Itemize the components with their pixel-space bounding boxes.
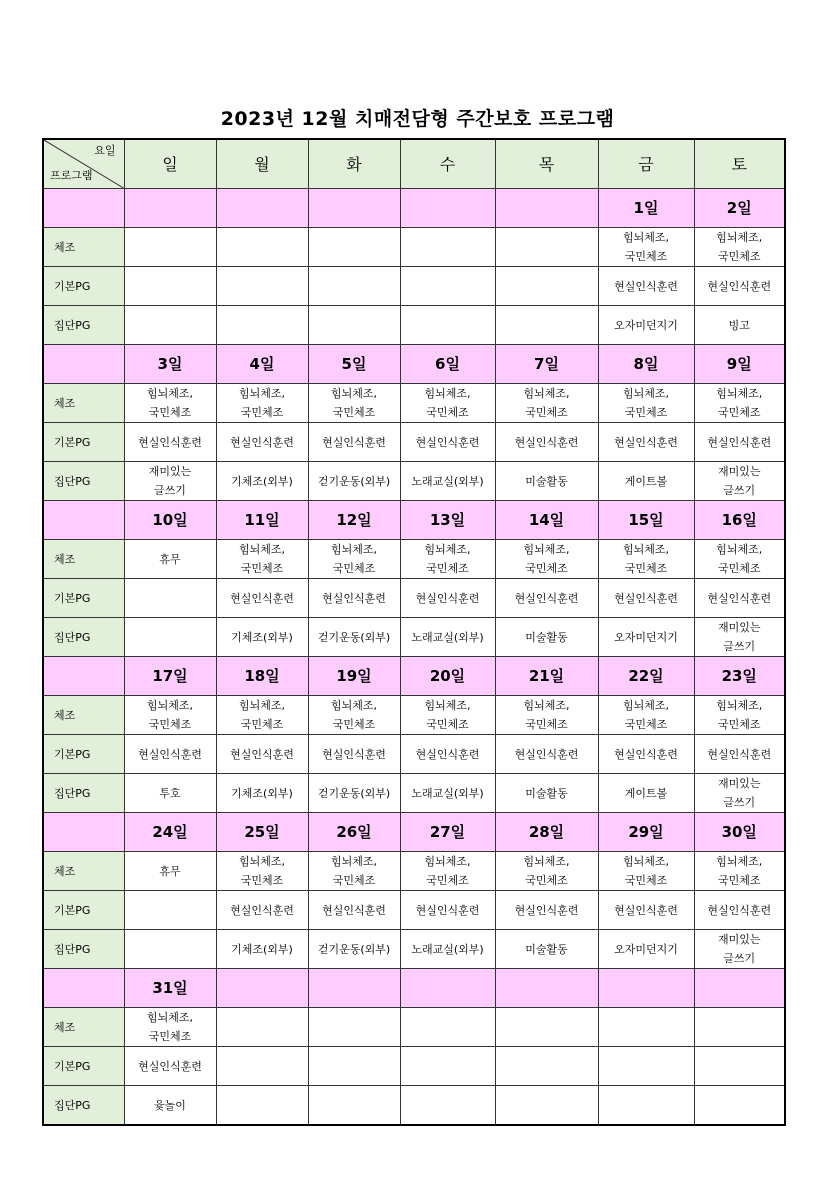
program-cell: 현실인식훈련	[400, 423, 495, 462]
program-cell	[495, 267, 598, 306]
program-cell: 힘뇌체조, 국민체조	[400, 696, 495, 735]
program-cell: 현실인식훈련	[694, 579, 785, 618]
program-cell	[216, 306, 308, 345]
date-cell	[400, 969, 495, 1008]
program-cell: 힘뇌체조, 국민체조	[694, 540, 785, 579]
row-label: 체조	[43, 384, 124, 423]
row-label: 기본PG	[43, 423, 124, 462]
program-cell: 힘뇌체조, 국민체조	[308, 696, 400, 735]
row-label: 집단PG	[43, 618, 124, 657]
program-cell: 현실인식훈련	[308, 735, 400, 774]
program-cell: 힘뇌체조, 국민체조	[308, 540, 400, 579]
program-cell	[495, 1086, 598, 1126]
program-cell: 현실인식훈련	[694, 423, 785, 462]
program-cell: 미술활동	[495, 462, 598, 501]
program-cell	[124, 579, 216, 618]
program-cell: 기체조(외부)	[216, 462, 308, 501]
date-cell: 27일	[400, 813, 495, 852]
program-cell	[495, 1047, 598, 1086]
day-header: 수	[400, 139, 495, 189]
day-header: 목	[495, 139, 598, 189]
program-cell: 힘뇌체조, 국민체조	[216, 696, 308, 735]
date-row	[43, 969, 785, 1008]
program-cell: 현실인식훈련	[308, 423, 400, 462]
date-cell	[694, 969, 785, 1008]
program-cell: 현실인식훈련	[694, 267, 785, 306]
program-cell	[495, 228, 598, 267]
date-cell	[216, 189, 308, 228]
program-cell	[495, 1008, 598, 1047]
program-cell: 힘뇌체조, 국민체조	[216, 384, 308, 423]
program-cell	[694, 1008, 785, 1047]
program-cell	[400, 228, 495, 267]
row-label: 집단PG	[43, 1086, 124, 1126]
group-pg-row	[43, 774, 785, 813]
program-cell	[400, 1047, 495, 1086]
program-cell: 힘뇌체조, 국민체조	[400, 384, 495, 423]
program-cell: 힘뇌체조, 국민체조	[694, 228, 785, 267]
exercise-row	[43, 1008, 785, 1047]
exercise-row	[43, 696, 785, 735]
date-cell: 30일	[694, 813, 785, 852]
program-cell: 현실인식훈련	[124, 423, 216, 462]
program-cell: 힘뇌체조, 국민체조	[694, 696, 785, 735]
program-cell: 재미있는 글쓰기	[694, 462, 785, 501]
program-cell: 기체조(외부)	[216, 774, 308, 813]
program-cell: 현실인식훈련	[598, 891, 694, 930]
corner-program-label: 프로그램	[50, 169, 93, 182]
program-cell: 힘뇌체조, 국민체조	[308, 852, 400, 891]
program-cell: 오자미던지기	[598, 930, 694, 969]
date-cell: 9일	[694, 345, 785, 384]
program-cell: 현실인식훈련	[598, 423, 694, 462]
program-cell	[124, 618, 216, 657]
program-cell: 걷기운동(외부)	[308, 774, 400, 813]
date-cell: 10일	[124, 501, 216, 540]
program-cell: 힘뇌체조, 국민체조	[495, 852, 598, 891]
row-label: 기본PG	[43, 267, 124, 306]
date-cell	[216, 969, 308, 1008]
day-header: 토	[694, 139, 785, 189]
program-cell: 힘뇌체조, 국민체조	[495, 540, 598, 579]
program-cell: 현실인식훈련	[216, 423, 308, 462]
exercise-row	[43, 384, 785, 423]
program-cell: 힘뇌체조, 국민체조	[598, 384, 694, 423]
date-cell: 4일	[216, 345, 308, 384]
date-cell: 31일	[124, 969, 216, 1008]
day-header: 월	[216, 139, 308, 189]
schedule-table	[42, 138, 786, 1126]
program-cell: 힘뇌체조, 국민체조	[598, 540, 694, 579]
program-cell: 재미있는 글쓰기	[124, 462, 216, 501]
date-row	[43, 501, 785, 540]
date-row	[43, 345, 785, 384]
date-cell: 23일	[694, 657, 785, 696]
program-cell: 현실인식훈련	[216, 735, 308, 774]
date-cell: 22일	[598, 657, 694, 696]
week-label-cell	[43, 345, 124, 384]
program-cell: 오자미던지기	[598, 306, 694, 345]
program-cell: 현실인식훈련	[598, 267, 694, 306]
program-cell: 기체조(외부)	[216, 618, 308, 657]
program-cell	[400, 1086, 495, 1126]
date-cell	[495, 189, 598, 228]
program-cell	[124, 930, 216, 969]
group-pg-row	[43, 930, 785, 969]
date-cell: 11일	[216, 501, 308, 540]
date-cell: 20일	[400, 657, 495, 696]
date-cell: 28일	[495, 813, 598, 852]
date-cell: 18일	[216, 657, 308, 696]
program-cell: 게이트볼	[598, 462, 694, 501]
row-label: 집단PG	[43, 462, 124, 501]
program-cell	[598, 1008, 694, 1047]
program-cell: 힘뇌체조, 국민체조	[216, 852, 308, 891]
basic-pg-row	[43, 1047, 785, 1086]
program-cell	[216, 1047, 308, 1086]
date-cell	[598, 969, 694, 1008]
program-cell: 힘뇌체조, 국민체조	[598, 228, 694, 267]
program-cell: 힘뇌체조, 국민체조	[400, 852, 495, 891]
date-cell: 21일	[495, 657, 598, 696]
program-cell: 현실인식훈련	[495, 423, 598, 462]
date-cell: 2일	[694, 189, 785, 228]
program-cell: 휴무	[124, 540, 216, 579]
program-cell: 힘뇌체조, 국민체조	[400, 540, 495, 579]
date-cell: 7일	[495, 345, 598, 384]
program-cell: 윷놀이	[124, 1086, 216, 1126]
program-cell: 현실인식훈련	[124, 735, 216, 774]
day-header: 금	[598, 139, 694, 189]
row-label: 체조	[43, 540, 124, 579]
group-pg-row	[43, 618, 785, 657]
row-label: 집단PG	[43, 930, 124, 969]
program-cell: 현실인식훈련	[598, 579, 694, 618]
program-cell: 기체조(외부)	[216, 930, 308, 969]
row-label: 집단PG	[43, 774, 124, 813]
date-cell: 12일	[308, 501, 400, 540]
program-cell: 현실인식훈련	[495, 891, 598, 930]
program-cell	[495, 306, 598, 345]
date-cell: 16일	[694, 501, 785, 540]
date-row	[43, 813, 785, 852]
basic-pg-row	[43, 579, 785, 618]
corner-day-label: 요일	[94, 144, 116, 157]
date-cell: 5일	[308, 345, 400, 384]
group-pg-row	[43, 462, 785, 501]
week-label-cell	[43, 501, 124, 540]
program-cell	[308, 267, 400, 306]
program-cell: 재미있는 글쓰기	[694, 930, 785, 969]
group-pg-row	[43, 1086, 785, 1126]
program-cell	[598, 1086, 694, 1126]
date-cell: 29일	[598, 813, 694, 852]
program-cell: 힘뇌체조, 국민체조	[598, 696, 694, 735]
basic-pg-row	[43, 267, 785, 306]
program-cell: 미술활동	[495, 930, 598, 969]
program-cell	[694, 1047, 785, 1086]
program-cell: 게이트볼	[598, 774, 694, 813]
program-cell: 현실인식훈련	[495, 579, 598, 618]
program-cell	[400, 306, 495, 345]
program-cell: 힘뇌체조, 국민체조	[495, 696, 598, 735]
date-cell: 3일	[124, 345, 216, 384]
program-cell	[124, 267, 216, 306]
program-cell	[400, 267, 495, 306]
program-cell	[400, 1008, 495, 1047]
row-label: 기본PG	[43, 1047, 124, 1086]
program-cell: 노래교실(외부)	[400, 462, 495, 501]
exercise-row	[43, 540, 785, 579]
program-cell: 걷기운동(외부)	[308, 462, 400, 501]
row-label: 체조	[43, 1008, 124, 1047]
header-row	[43, 139, 785, 189]
date-cell	[495, 969, 598, 1008]
date-cell: 15일	[598, 501, 694, 540]
row-label: 기본PG	[43, 579, 124, 618]
date-cell	[400, 189, 495, 228]
program-cell	[598, 1047, 694, 1086]
program-cell: 재미있는 글쓰기	[694, 618, 785, 657]
date-cell: 19일	[308, 657, 400, 696]
program-cell: 현실인식훈련	[308, 579, 400, 618]
program-cell: 빙고	[694, 306, 785, 345]
program-cell: 현실인식훈련	[400, 579, 495, 618]
page-title: 2023년 12월 치매전담형 주간보호 프로그램	[220, 108, 615, 130]
date-cell	[124, 189, 216, 228]
program-cell: 재미있는 글쓰기	[694, 774, 785, 813]
week-label-cell	[43, 969, 124, 1008]
program-cell: 현실인식훈련	[216, 891, 308, 930]
program-cell	[124, 891, 216, 930]
program-cell: 힘뇌체조, 국민체조	[216, 540, 308, 579]
day-header: 화	[308, 139, 400, 189]
program-cell: 걷기운동(외부)	[308, 618, 400, 657]
basic-pg-row	[43, 423, 785, 462]
date-cell: 25일	[216, 813, 308, 852]
week-label-cell	[43, 189, 124, 228]
program-cell	[308, 1008, 400, 1047]
program-cell	[216, 1086, 308, 1126]
program-cell: 힘뇌체조, 국민체조	[124, 696, 216, 735]
program-cell	[308, 1086, 400, 1126]
program-cell: 힘뇌체조, 국민체조	[598, 852, 694, 891]
program-cell: 현실인식훈련	[694, 891, 785, 930]
week-label-cell	[43, 813, 124, 852]
program-cell	[216, 267, 308, 306]
program-cell: 투호	[124, 774, 216, 813]
date-cell: 1일	[598, 189, 694, 228]
program-cell: 현실인식훈련	[216, 579, 308, 618]
program-cell: 현실인식훈련	[308, 891, 400, 930]
date-cell: 24일	[124, 813, 216, 852]
week-label-cell	[43, 657, 124, 696]
program-cell: 현실인식훈련	[400, 735, 495, 774]
date-cell: 26일	[308, 813, 400, 852]
date-cell: 6일	[400, 345, 495, 384]
program-cell	[216, 228, 308, 267]
program-cell: 휴무	[124, 852, 216, 891]
program-cell: 현실인식훈련	[598, 735, 694, 774]
row-label: 집단PG	[43, 306, 124, 345]
day-header: 일	[124, 139, 216, 189]
basic-pg-row	[43, 735, 785, 774]
row-label: 체조	[43, 696, 124, 735]
date-cell: 17일	[124, 657, 216, 696]
date-cell	[308, 969, 400, 1008]
program-cell: 노래교실(외부)	[400, 774, 495, 813]
program-cell: 힘뇌체조, 국민체조	[308, 384, 400, 423]
row-label: 기본PG	[43, 891, 124, 930]
program-cell	[124, 228, 216, 267]
program-cell: 힘뇌체조, 국민체조	[694, 852, 785, 891]
program-cell	[216, 1008, 308, 1047]
row-label: 기본PG	[43, 735, 124, 774]
program-cell	[308, 1047, 400, 1086]
date-cell: 14일	[495, 501, 598, 540]
program-cell: 힘뇌체조, 국민체조	[124, 1008, 216, 1047]
date-row	[43, 189, 785, 228]
program-cell: 현실인식훈련	[495, 735, 598, 774]
date-cell: 13일	[400, 501, 495, 540]
program-cell: 미술활동	[495, 774, 598, 813]
corner-cell	[43, 139, 124, 189]
program-cell: 힘뇌체조, 국민체조	[495, 384, 598, 423]
program-cell	[308, 306, 400, 345]
program-cell: 오자미던지기	[598, 618, 694, 657]
program-cell: 현실인식훈련	[124, 1047, 216, 1086]
program-cell	[308, 228, 400, 267]
program-cell: 현실인식훈련	[400, 891, 495, 930]
program-cell: 힘뇌체조, 국민체조	[124, 384, 216, 423]
exercise-row	[43, 228, 785, 267]
program-cell: 노래교실(외부)	[400, 930, 495, 969]
row-label: 체조	[43, 228, 124, 267]
basic-pg-row	[43, 891, 785, 930]
date-cell	[308, 189, 400, 228]
program-cell: 미술활동	[495, 618, 598, 657]
program-cell: 현실인식훈련	[694, 735, 785, 774]
row-label: 체조	[43, 852, 124, 891]
program-cell	[124, 306, 216, 345]
program-cell: 걷기운동(외부)	[308, 930, 400, 969]
exercise-row	[43, 852, 785, 891]
date-cell: 8일	[598, 345, 694, 384]
program-cell: 노래교실(외부)	[400, 618, 495, 657]
group-pg-row	[43, 306, 785, 345]
program-cell	[694, 1086, 785, 1126]
date-row	[43, 657, 785, 696]
program-cell: 힘뇌체조, 국민체조	[694, 384, 785, 423]
